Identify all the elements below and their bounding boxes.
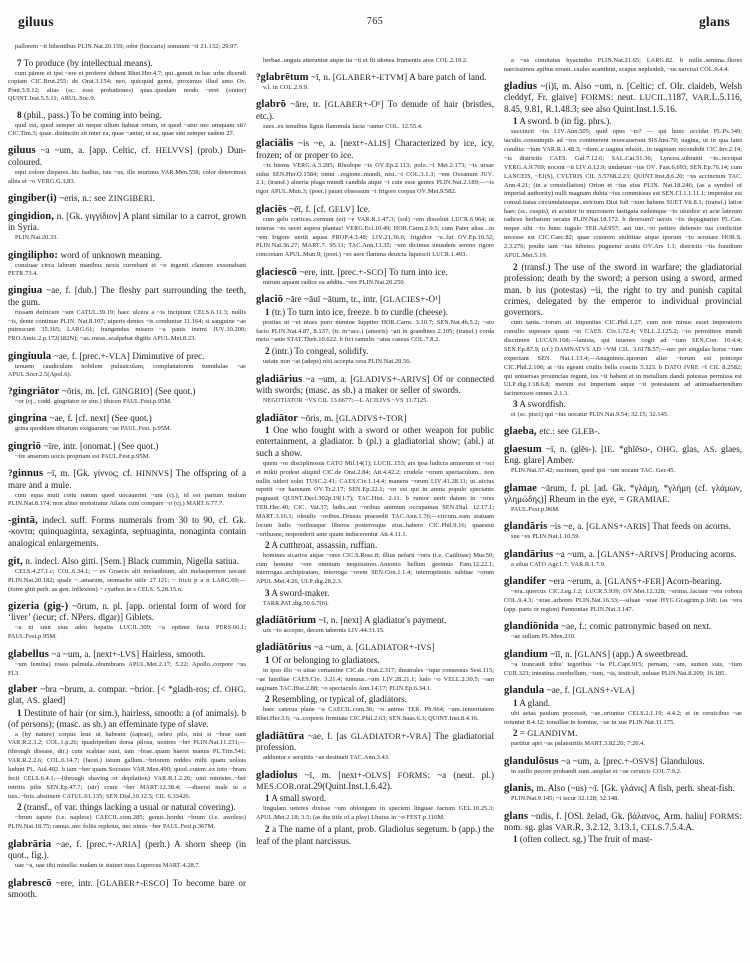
entry-glabretum (256, 72, 494, 93)
citation-block: homines sicarios atque ~ores CIC.S.Rosc.8; illius nefarii ~oris (i.e. Catilinae) Mur.50; cum homine ~ore omnium nequissimo..Antonio bellum gerimus Fam.12.22.1; interrogas..archipiratam, interroga ~orem SEN.Con.1.1.4; interruptionis subitae ~orum APUL.Met.4.26, ULP.dig.28.2.3. (256, 551, 494, 585)
citation-block: in suillo pecore probandi sunt..amplae et ~ae ceruicis COL.7.9.2. (511, 767, 682, 775)
entry-definition: ~a ~um, a. [GLADIATOR+-IVS] (313, 642, 435, 653)
citation-block: russam defricare ~am CATUL.39.19; haec ulcera a ~is incipiunt CELS.6.11.3; nullis ~is, dente continuo PLIN. Nat.8.107; uiperis dentes ~is conduntur 11.164; si sanguine ~ae putrescunt 35.165; LARG.61; frangendus misero ~a panis inerni JUV.10.200; FRO.Amic.2.p.172(182N); ~as..meas..scalpebat digitis APUL.Met.8.23. (8, 308, 246, 343)
entry-definition: ~ndis, f. [OSl. želǝd, Gk. βάλανος, Arm. haliu] FORMS: nom. sg. glas VAR.R, 3.2.12, 3.13.1, CELS.7.5.4.A. (504, 810, 742, 833)
entry-headword-line (256, 138, 494, 161)
sense-text: 2 (intr.) To congeal, solidify. (265, 346, 369, 357)
entry-headword-line (256, 267, 494, 278)
sense-text: 1 (tr.) To turn into ice, freeze. b to curdle (cheese). (265, 306, 449, 317)
continuation-citation: pallorem ~it bibentibus PLIN.Nat.20.159; odor (baccaris) somnum ~it 21.132; 29.97. (15, 42, 239, 50)
sense-text: 1 Destitute of hair (or sim.), hairless, smooth: a (of animals). b (of persons); (masc. as sb.) an effeminate type of slave. (8, 707, 246, 730)
entry-glabro (256, 99, 494, 131)
citation-block: PAUL.Fest.p.96M. (511, 506, 560, 514)
entry-headword-line (8, 839, 246, 862)
entry-definition: ~a ~um, a. [app. Celtic, cf. HELVVS] (prob.) Dun-coloured. (8, 145, 246, 167)
uncertain-marker: ? (8, 468, 13, 479)
entry-headword-line (504, 576, 742, 587)
headword: glandiōnida (504, 621, 559, 633)
entry-definition: ~ae, f. [cf. next] (See quot.) (49, 413, 152, 424)
entry-headword-line (8, 211, 246, 234)
citation-block: mirum aquam radice ea addita..~ere PLIN.Nat.20.250. (263, 278, 406, 286)
citation-block: cum tanta..~iorum sit impunitas CIC.Phil.1.27; cum non minus esset imperatoris consilio superare quam ~io CAES. Civ.1.72.4; VELL.2.125.2; ~io permittere mundi discrimen LUCAN.168;—lanista, qui iuuenes cogit ad ~ium SEN.Con. 10.4.4; SEN.Ep.87.9; (cf.) DAMNATVS AD ~VM CIL. 3.6178.57;—nec per singulas horas ~ium expectant SEN. Nat.1.13.4;—Anagninos..quorum alter ~iorum est princeps CIC.Phil.2.106; at ~iis egeant ciuilis bella coactis 5.323. b DATO IVRE ~I CIL 8.2582; qui uniuersas prouincias regunt, ius ~ii habent et in metallum dandi potestas permissa est ULP.dig.1.18.6.8; merum est imperium atque ~ii potestatem ad animaduertendum facinerosos omnes 2.1.3. (504, 319, 742, 397)
citation-block: tenuem caudiculam nobilem pulusiculam, complanatorem tumidulae ~ae APUL.Socr.2.5(Apol.6). (8, 362, 246, 378)
entry-definition: ~ae, f. [as GLADIATOR+-VRA] The gladiatorial profession. (256, 730, 494, 753)
entry-definition: ~eris, n.: see ZINGIBERI. (59, 193, 155, 204)
entry-gingiua (8, 285, 246, 344)
continuation-citation: herbae..unguis atteruntur atque ita ~it et fit idonea frumentis area COL.2.19.2. (263, 56, 468, 64)
entry-glaeba (504, 426, 742, 437)
entry-headword-line (504, 426, 742, 437)
entry-definition: m. Also (~us) ~ī. [Gk. γλάνις] A fish, perh. sheat-fish. (536, 783, 735, 794)
entry-definition: ~ere, intr. [GLABER+-ESCO] To become bare or smooth. (8, 877, 246, 899)
citation-block: ~ae sullum PL.Men.210. (511, 633, 576, 641)
entry-definition: ~ī, n. [next] A gladiator's payment. (318, 614, 447, 625)
citation-block: ~brum tapete (i.e. napless) CAECIL.com.285; genus..hordei ~brum (i.e. awnless) PLIN.Nat.18.75; ramus..nec foliis repletus, nec nimis ~ber PAUL.Fest.p.367M. (8, 814, 246, 831)
citation-block: uix ~io accepto, decem tabernis LIV.44.31.15. (263, 626, 385, 634)
entry-definition: ~a ~um, a. [GLANS+-ARIVS] Producing acorns. (555, 548, 737, 559)
citation-block: ~a truncauit tribuʹ tegoribus ~ia PL.Capt.915; pernam, ~am, sumen suis, ~ium CUR.323; intestina..cerebellum, ~ium, ~ia, testiculi, uuluae PLIN.Nat.8.209; 16.185. (504, 660, 742, 677)
citation-block: uetate non ~at (adeps) nisi accepta cera PLIN.Nat.29.56. (263, 358, 412, 366)
entry-glabraria (8, 839, 246, 871)
continuation-citation: a ~us comitatus hyacintho PLIN.Nat.21.65; LARG.82. b mille..semina..flores narcissimos apibus errant..caules acanthini, scapus nephodeli, ~us narcissi COL.9.4.4. (504, 56, 742, 73)
columns-container (8, 42, 742, 960)
citation-block: haec caterua plane ~a CAECIL.com.36; ~o animo TER. Ph.964; ~am..temeritatem Rhet.Her.3.6; ~a..corporis firmitate CIC.Phil.2.63; SEN.Suas.6.3; QUINT.Inst.8.4.16. (256, 706, 494, 723)
headword: glandārius (504, 548, 554, 560)
column-middle (256, 42, 494, 963)
entry-gingidion (8, 211, 246, 243)
headword: -gintā, (8, 514, 38, 526)
sense-text: 2 (transf., of var. things lacking a usual or natural covering). (17, 802, 236, 813)
headword: glaciō (256, 294, 284, 306)
entry-headword-line (256, 294, 494, 305)
sense-8 (8, 110, 246, 139)
headword: glans (504, 810, 529, 822)
entry-definition: ~ōris, m. [GLADIVS+-TOR] (300, 412, 407, 423)
entry-definition: ~ōrum, n. pl. [app. oriental form of word for ‘liver’ (iecur; cf. NPers. dīgar)] Giblets. (8, 600, 246, 623)
entry-glacies (256, 204, 494, 261)
entry-gladius (504, 81, 742, 420)
entry-glanis (504, 783, 742, 804)
entry-headword-line (504, 756, 742, 767)
headword: glanis, (504, 783, 534, 795)
citation-block: cum equa muti coitu natum quod uocauerint ~um (cj.), id est partum mulum PLIN.Nat.8.174; non aliter monstratur Atlans cum compare ~o (cj.) MART.6.77.7. (8, 491, 246, 507)
headword: gingiber(i) (8, 193, 57, 205)
entry-headword-line (8, 684, 246, 707)
citation-block: NEGOTIATOR ~VS CIL 13.6677;—L ACILIVS ~VS 11.7125. (263, 397, 429, 405)
citation-block: quem ~or disciplinosus CATO Mil.14(1); LUCIL.153; ars ipsa ludicra armorum et ~oci et mikti prodest aliquid CIC.de Orat.2.84; Att.4.42.2; crudele ~orum spectaculum.. non nullis uideri solet TUSC.2.41; CAES.Civ.1.14.4; manens ~orum LIV.41.28.11; ut..uictus repetit ~or harenam OV.Tr.2.17; SEN.Ep.22.1; ~or est qui in arena populo spectante pugnauit QUINT.Decl.302p.19(1.7); TAC.Hist. 2.11. b rumor uerit datum in ~ores TER.Hec.40; CIC. Vat.37; ludis..aut ~oribus animum occupamus SEN.Dial. 12.17.1; MART.3.16.1; oleudis ~oribus..Drusus praesedit TAC.Ann.1.76;—circum..eam statuam locum ludis ~oribusque liberos posterosque eius..habere CIC.Phil.9.16; quaesiui ~oribusne, responderit ante quam inducerentur Att.4.11.1. (256, 459, 494, 538)
entry-glandium (504, 649, 742, 679)
headword: glaciēs (256, 203, 287, 215)
headword: giluus (8, 145, 36, 157)
headword: gingrina (8, 413, 48, 425)
entry-headword-line (256, 615, 494, 626)
citation-block: ~or (cj., codd. gingriator or sim.) tibicen PAUL.Fest.p.95M. (15, 398, 172, 406)
entry-glacialis (256, 138, 494, 197)
entry-headword-line (8, 145, 246, 168)
citation-block: lingulam ueteres dixisse ~um oblongum in speciem linguae factum GEL.10.25.3; APUL.Met.2.18; 3.5; (as the title of a play) Lhuius in ~o FEST.p.110M. (256, 805, 494, 822)
sense-text: 2 a The name of a plant, prob. Gladiolus segetum. b (app.) the leaf of the plant narcissus. (256, 824, 494, 846)
entry-gingiberi (8, 193, 246, 204)
sense-text: 2 (transf.) The use of the sword in warfare; the gladiatorial profession; death by the sword; a person using a sword, armed man. b ius (potestas) ~ii, the right to try and punish capital crimes, delegated by the emperor to individual provincial governors. (504, 261, 742, 318)
citation-block: positas ut ~et niues puro numine Iuppiter HOR.Carm. 3.10.7; SEN.Nat.4b.5.2; ~ato facto PLIN.Nat.4.87, 8.137; (tr. in+acc.) (amoris) ~ati in grandines 2.105; (transf.) corda metu ~ante STAT.Theb.10.622. b fici ramulis ~atus caseus COL.7.8.2. (256, 318, 494, 344)
citation-block: sue ~es PLIN.Nat.1.10.59. (511, 533, 581, 541)
entry-headword-line (504, 444, 742, 467)
entry-definition: ~ī, n. [GLABER+-ETVM] A bare patch of land. (311, 72, 487, 82)
headword: gladiātōrius (256, 642, 312, 654)
entry-gingrio (8, 441, 246, 462)
entry-definition: ~āre, tr. [GLABER+-O¹] To denude of hair (bristles, etc.). (256, 99, 494, 121)
entry-glandionida (504, 621, 742, 642)
entry-definition: ~a ~um, a. [prec.+-OSVS] Glandulous. (561, 755, 705, 766)
entry-definition: ~ōris, m. [cf. GINGRIO] (See quot.) (62, 386, 196, 397)
headword: glandula (504, 685, 545, 697)
citation-block: equi colore dispares..hic badius, iste ~us, ille murinus VAR.Men.558; color deterrimus albis et ~o VERG.G.3.83. (8, 168, 246, 185)
entry-gingilipho (8, 250, 246, 279)
entry-ginta (8, 515, 246, 549)
citation-block: CELS.4.27.1.c; COL.6.34.1; ~ ex Graecis alii melanthium, alii melaspermon uocant PLIN.Nat.20.182; quale ~..amarum, stomacho utile 27.121; ~ fricti p a n LARG.69;—(form gitti perh. as gen. inflexion) ~ cyathos in s CELS. 5.28.15.n. (8, 567, 246, 593)
entry-headword-line (8, 601, 246, 624)
entry-git (8, 556, 246, 595)
entry-definition: ~īī, n. [GLANS] (app.) A sweetbread. (550, 648, 688, 659)
entry-glaber (8, 684, 246, 832)
entry-gladiarius (256, 374, 494, 406)
headword: glaeba, (504, 425, 537, 437)
sense-text: 3 A swordfish. (513, 398, 566, 409)
entry-headword-line (8, 468, 246, 491)
entry-definition: etc.: see GLEB-. (539, 425, 600, 436)
citation-block: uae ~a, uae tibi misella: nudam te statuet tuus Lupercus MART.4.28.7. (15, 862, 201, 870)
entry-headword-line (504, 811, 742, 834)
citation-block: grina quoddam tibiarum exiguarum ~ae PAUL.Fest. p.95M. (15, 425, 172, 433)
entry-gizeria (8, 601, 246, 642)
headword: glabrescō (8, 877, 52, 889)
column-left (8, 42, 246, 960)
entry-glans (504, 811, 742, 846)
citation-block: cum pārere et ipsi ~ere et proferre debent Rhet.Her.4.7; qui..genuit in hac urbe dicendi copiam CIC.Brut.255; de Orat.3.154; neo, quicquid genui, proximus illud amo Ov. Pont.3.9.12; alias (sc. esse probationes) quas..quodam modo ~eret (orator) QUINT.Inst.5.5.11; ARUL.Soc.9. (8, 70, 246, 102)
citation-block: sues..ex tenuibus lignis flammula facta ~antur COL. 12.55.4. (263, 122, 423, 130)
citation-block: ~a ni snut siue adeo hepatia LUCIL.309; ~a optime facta PERS.66.1; PAUL.Fest.p.95M. (8, 624, 246, 641)
entry-headword-line (256, 99, 494, 122)
sense-text: 3 A sword-maker. (265, 587, 330, 598)
entry-headword-line (256, 731, 494, 754)
headword: gingiuula (8, 350, 52, 362)
entry-headword-line (504, 649, 742, 660)
entry-glandulosus (504, 756, 742, 777)
citation-block: quid est, quod semper sit neque ullum habeat ortum, et quod ~atur nec umquam sit? CIC.Tim.3; quae..distinctio sit inter ea, quae ~antur, et ea, quae sint semper eadem 27. (8, 122, 246, 138)
page-number: 765 (366, 16, 384, 27)
entry-definition: ~bra ~brum, a. compar. ~brior. [< *gladh-ros; cf. OHG. glat, AS. glaed] (8, 683, 246, 706)
headword: gladiolus (256, 769, 298, 781)
entry-definition: ~is ~e, a. [GLANS+-ARIS] That feeds on acorns. (549, 521, 731, 532)
entry-gladiator (256, 413, 494, 609)
sense-text: 2 A cutthroat, assassin, ruffian. (265, 539, 378, 550)
entry-headword-line (8, 193, 246, 204)
entry-glamae (504, 483, 742, 515)
entry-definition: indecl. suff. Forms numerals from 30 to 90, cf. Gk. -κοντα; quinquaginta, sexaginta, septuaginta, nonaginta contain analogical enlargements. (8, 514, 246, 548)
entry-definition: ~ae, f. [dub.] The fleshy part surrounding the teeth, the gum. (8, 285, 246, 307)
headword: gingriātor (12, 386, 60, 398)
headword: gladiārius (256, 373, 303, 385)
sense-text: 2 = GLANDIVM. (513, 728, 578, 739)
entry-gingiuula (8, 351, 246, 380)
citation-block: ubi aetas paulum processit, ~ae..oriuntur CELS.2.1.19; 4.4.2; et in ceruicibus ~ae oriuntur 8.4.12; tonsillae in homine, ~ae in sue PLIN.Nat.11.175. (504, 709, 742, 726)
citation-block: TARR.PAT.dig.50.6.7(6). (263, 599, 329, 607)
headword: glaber (8, 683, 38, 695)
entry-headword-line (8, 413, 246, 424)
headword: glandium (504, 648, 548, 660)
entry-headword-line (256, 770, 494, 793)
entry-definition: ~ēī, f. [cf. GELV] Ice. (289, 203, 371, 214)
headword: gingiua (8, 285, 43, 297)
entry-definition: ~ī, m. [Gk. γίννος; cf. HINNVS] The offspring of a mare and a mule. (8, 468, 246, 490)
entry-definition: ~is ~e, a. [next+-ALIS] Characterized by ice, icy, frozen; of or proper to ice. (256, 138, 494, 160)
entry-headword-line (256, 413, 494, 424)
citation-block: a (by nature) corpus leue ut habeant (caprae), oehro pilo, nisi si ~brae sunt VAR.R.2.3.2; COL.1.p.26; quadripedum dorsa pilosa, uentres ~bri PLIN.Nat.11.231;—(through disease, dir.) cum scabiae sunt, tam ~brae..quam haeret manus PL.Trin.541; VAR.R.2.2.6; COL.6.14.7; (facet.) istum gallum..~briorem reddes mihi quam uolsus ludunt PL. Aul.402. b tam ~ber quam Socrates VAR.Men.490; quod..cutem..ex toto ~bram fecit CELS.6.4.1;—(through shaving or depilation) VAR.R.1.2.26; uini minister..~ber retritis pilis SEN.Ep.47.7; (uir) crure ~ber MART.12.38.4; —diuersi male te a tuis..~bris..abstinere CATUL.61.135; SEN.Dial.10.12.5; CIL 6.33426. (8, 731, 246, 800)
sense-text: 2 Resembling, or typical of, gladiators. (265, 694, 407, 705)
citation-block: partitur apri ~as palaestritis MART.3.82.20; 7.20.4. (511, 740, 646, 748)
citation-block: cum gelu cortices..cernunt (ei) ~e VAR.R.1.47.3; (sol) ~em dissoluit LUCR.6.964; ut teneras ~es secet aspera plantas! VERG.Ecl.10.49; HOR.Carm.2.9.5; cum Pater altas ..in ~em frigore uertit aquas PROP.4.3.48; LIV.21.36.6; frigidior ~e..fui OV.Ep.10.32; PLIN.Nat.36.27; MART.7. 95.11; TAC.Ann.13.35; ~em dicimus unusdem sereno rigore concretam APUL.Mun.9; (poet.) ~es aere flamma deuicta liquescit LUCR.1.493. (256, 215, 494, 259)
entry-headword-line (504, 621, 742, 632)
sense-text: 1 (often collect. sg.) The fruit of mast- (513, 834, 653, 845)
citation-block: PLIN.Nat.37.42; sucinum, quod ipsi ~um uocant TAC. Ger.45. (511, 467, 676, 475)
uncertain-marker: ? (8, 386, 13, 397)
headword: glabrāria (8, 838, 52, 850)
entry-headword-line (504, 81, 742, 115)
entry-headword-line (8, 441, 246, 452)
citation-block: in ipso illo ~o uitae certamine CIC.de Orat.2.317; theatrales ~ique consessus Sest.115; ~ae familiae CAES.Civ. 3.21.4; tumuus..~um LIV.28.21.1; ludo ~o VELL.2.30.5; ~am saginam TAC.Hist.2.88; ~o spectaculo Ann.14.17; PLIN.Ep.6.34.1. (256, 666, 494, 692)
sense-text: 1 A gland. (513, 697, 551, 708)
sense-7 (8, 58, 246, 104)
entry-headword-line (504, 685, 742, 696)
citation-block: succincti ~iis LIV.Ann.505; quid opus ~io? — qui hunc occidat PL.Ps.349; iaculis..consumptis ad ~ios continerent reuocauerunt SIS.hist.70; uagina, ut in qua latet condita: ~ium VAR.R.1.48.3; ~dum..e uagina eduxit.. in uaginam recondidit CIC.Inv.2.14; ~is districtis CAES. Gal.7.12.6; SAL.Cat.51.36; Lyncea..uibranti ~io..occupat VERG.A.9.769; nocent ~ii LIV.6.12.9; undarunt ~ius OV. Fast.6.693; SEN.Ep.76.14; cum LANCEIS, ~EI(S), CVLTRIS CIL 5.5768.2.23; QUINT.Inst.8.6.20; ~us accinctum TAC. Ann.4.21; (in a constellation) Orion et ~ius eius PLIN. Nat.18.246; (as a symbol of imperial authority) nulli magnam dubia ~ius commissus est SEN.Cl.1.1.11.1; imperator est consul.itatas circumdatusque..strictum Diui Iuli ~ium habens SUET.Vit.8.1; (transf.) latior haec (sc. cuspis), et acutior in mucronem fastigata eademque ~io uiuidior et acie laterum radices herbarum secans PLIN.Nat.18.172. b deorsum? uersis ~iis depugnarier PL.Cas. neque sibi ~io hunc iugulo TER.Ad.957; aut tuo..~io petitro defensio tua conficitur necesse est CIC.Caec.82; quae cruorem stultitiae atque iporum ~io scrutare HOR.S. 2.3.276; poulte iam ~ius iubetes: pugnetur acutis OV.Ars 1.1; districtis ~iis fraudium APUL.Met.5.19. (504, 128, 742, 259)
citation-block: ~ire anserum uocis propriam est PAUL.Fest.p.95M. (15, 452, 151, 460)
headword: glaciescō (256, 266, 297, 278)
headword: glandifer (504, 576, 547, 588)
headword: gladius (504, 80, 538, 92)
headword: gingriō (8, 440, 42, 452)
entry-definition: ~īre, intr. [onomat.] (See quot.) (43, 440, 159, 451)
headword: glabrētum (260, 72, 309, 83)
entry-headword-line (8, 285, 246, 308)
column-right (504, 42, 742, 963)
uncertain-marker: ? (256, 72, 261, 82)
entry-ginnus (8, 468, 246, 508)
citation-block: adduntur e seruitiis ~ae destinati TAC.Ann.3.43. (263, 754, 390, 762)
headword: gingidion, (8, 211, 55, 223)
entry-glabellus (8, 649, 246, 678)
headword: glaciālis (256, 138, 294, 150)
headword: glaesum (504, 443, 542, 455)
sense-text: 1 A small sword. (265, 793, 327, 804)
entry-gladiolus (256, 770, 494, 847)
entry-definition: ~ārum, f. pl. [ad. Gk. *γλάμη, *γλήμη (cf. γλάμων, γλημώδης)] Rheum in the eye, = GRAMIAE. (504, 482, 742, 505)
entry-gladiatorius (256, 642, 494, 724)
entry-headword-line (256, 204, 494, 215)
entry-gladiatura (256, 731, 494, 763)
entry-definition: ~ae, f. [GLANS+-VLA] (546, 685, 635, 696)
headword: glabellus (8, 648, 49, 660)
entry-glaciesco (256, 267, 494, 288)
headword: gladiātōrium (256, 614, 317, 626)
citation-block: ei (sc. pisci) qui ~ius uocatur PLIN.Nat.9.54; 32.15; 32.145. (511, 410, 669, 418)
entry-definition: n. [Gk. γιγγίδιον] A plant similar to a carrot, grown in Syria. (8, 211, 246, 233)
entry-headword-line (8, 250, 246, 261)
citation-block: PLIN.Nat.20.33. (15, 234, 59, 242)
entry-headword-line (8, 878, 246, 901)
entry-headword-line (256, 72, 494, 83)
citation-block: consiuae circa labrum manibus nexis currebant et ~o ingenti clamore exsonabant PETR.73.4. (8, 261, 246, 277)
citation-block: ~era..quercus CIC.Leg.1.2; LUCR.5.939; OV.Met.12.328; ~erima..faciant ~era robora COL.9.4.3; ~erae..arbores PLIN.Nat.16.33;—siluae ~erae HYG.Gr.agrim.p.168; (as ~era (app. parts or region) Pannoniae PLIN.Nat.3.147. (504, 588, 742, 614)
entry-gingriator (8, 386, 246, 407)
entry-definition: ~āre ~āuī ~ātum, tr., intr. [GLACIES+-O¹] (285, 294, 441, 305)
entry-headword-line (256, 374, 494, 397)
sense-text: 1 Of or belonging to gladiators. (265, 654, 380, 665)
entry-definition: ~ere, intr. [prec.+-SCO] To turn into ice. (299, 266, 448, 277)
entry-glandifer (504, 576, 742, 615)
running-head-left: giluus (18, 14, 54, 29)
entry-headword-line (8, 649, 246, 660)
entry-definition: ~(i)ī, m. Also ~um, n. [Celtic; cf. OIr. claideb, Welsh cleddyf, Fr. glaive] FORMS: neut. LUCIL.1187, VAR.L.5.116, 8.45, 9.81, R.1.48.3; see also Quint.Inst.1.5.16. (504, 80, 742, 114)
entry-definition: n. indecl. Also gitti. [Sem.] Black cummin, Nigella satiua. (25, 555, 239, 566)
entry-headword-line (504, 783, 742, 794)
headword: glandulōsus (504, 755, 559, 767)
entry-glacio (256, 294, 494, 367)
sense-text: 7 To produce (by intellectual means). (17, 58, 153, 68)
headword: gladiātor (256, 412, 299, 424)
citation-block: PLIN.Nat.9.145; ~i iecur 32.128; 32.148. (511, 795, 620, 803)
entry-headword-line (504, 549, 742, 560)
entry-definition: ~ae, f.: comic patronymic based on next. (561, 621, 712, 632)
headword: glamae (504, 482, 537, 494)
entry-definition: ~era ~erum, a. [GLANS+-FER] Acorn-bearing. (548, 576, 722, 587)
headword: glabrō (256, 99, 287, 111)
entry-glandaris (504, 521, 742, 542)
entry-headword-line (8, 556, 246, 567)
entry-glaesum (504, 444, 742, 476)
headword: ginnus (12, 468, 44, 480)
entry-gingrina (8, 413, 246, 434)
entry-definition: ~ae, f. [prec.+-VLA] Diminutive of prec. (53, 350, 205, 361)
sense-text: 8 (phil., pass.) To be coming into being. (17, 110, 162, 121)
entry-giluus (8, 145, 246, 186)
entry-glabresco (8, 878, 246, 901)
citation-block: a silua CATO Agr.1.7; VAR.R.1.7.9. (511, 560, 606, 568)
entry-glandarius (504, 549, 742, 570)
entry-definition: ~ī, n. (glēs-). [IE. *ghlēso-, OHG. glas, AS. glaes, Eng. glare] Amber. (504, 443, 742, 466)
headword: git, (8, 555, 23, 567)
entry-definition: ~a ~um, a. [GLADIVS+-ARIVS] Of or connected with swords; (masc. as sb.) a maker or seller of swords. (256, 373, 494, 396)
entry-gladiatorium (256, 615, 494, 636)
entry-headword-line (504, 521, 742, 532)
entry-headword-line (256, 642, 494, 653)
sense-text: 1 One who fought with a sword or other weapon for public entertainment, a gladiator. b (pl.) a gladiatorial show; (abl.) at such a show. (256, 424, 494, 458)
headword: gizeria (gig-) (8, 600, 69, 612)
entry-definition: ~ae, f. [prec.+-ARIA] (perh.) A shorn sheep (in quot., fig.). (8, 838, 246, 861)
sense-text: 1 A sword. b (in fig. phrs.). (513, 116, 612, 127)
running-head-right: glans (698, 14, 730, 29)
entry-definition: ~ī, m. [next+-OLVS] FORMS: ~a (neut. pl.) MES.COR.orat.29(Quint.Inst.1.6.42). (256, 769, 494, 791)
entry-headword-line (8, 515, 246, 549)
entry-glandula (504, 685, 742, 749)
entry-headword-line (8, 386, 246, 397)
citation-block: ~um femina) rosea palmula..obumbrans APUL.Met.2.17; 5.22; Apollo..corpore ~us Fl.3. (8, 660, 246, 677)
entry-headword-line (8, 351, 246, 362)
entry-headword-line (504, 483, 742, 506)
running-head (12, 14, 738, 36)
headword: gladiātūra (256, 730, 305, 742)
entry-definition: word of unknown meaning. (60, 249, 162, 260)
citation-block: ~is hiems VERG.A.3.285; Rhodope ~is OV.Ep.2.113; polo..~i Met.2.173; ~is ursae sidus SEN.Her.O.1584; omni ..regione..mundi, nisi..~i COL.3.1.3; ~em Oceanum JUV. 2.1; (transf.) alueria plaga mundi candida atque ~i cute esse gentes PLIN.Nat.2.189;—~is rigor APUL.Mun.3; (poet.) pauet obsessum ~i frigore corpus OV.Met.9.582. (256, 161, 494, 196)
citation-block: v.l. in COL.2.9.9. (263, 84, 309, 91)
entry-definition: ~a ~um, a. [next+-LVS] Hairless, smooth. (51, 648, 206, 659)
headword: glandāris (504, 521, 548, 533)
headword: gingilipho: (8, 249, 58, 261)
